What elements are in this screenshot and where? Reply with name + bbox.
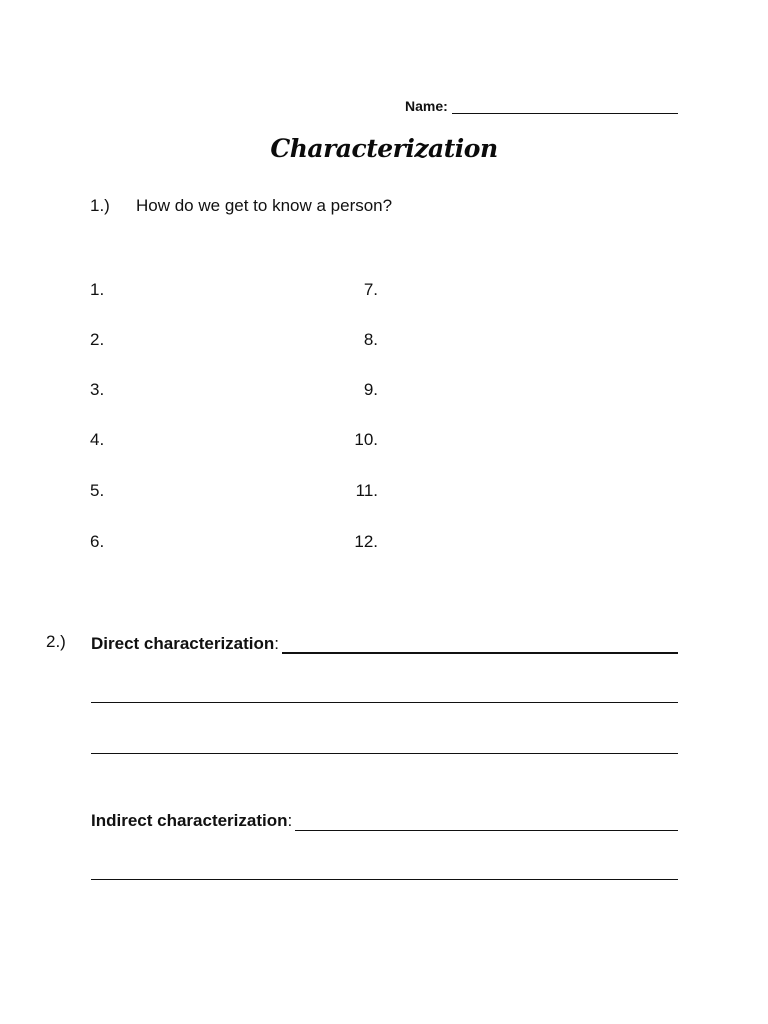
list-item-9: 9. [363,380,378,399]
list-item-8: 8. [363,330,378,349]
indirect-colon: : [287,811,293,830]
direct-colon: : [274,634,280,653]
question-2-number: 2.) [46,632,66,651]
list-item-2: 2. [90,330,105,349]
direct-answer-line[interactable] [282,633,678,654]
list-item-1: 1. [90,280,105,299]
list-item-7: 7. [363,280,378,299]
list-item-4: 4. [90,430,105,449]
indirect-answer-line-2[interactable] [91,879,678,880]
direct-characterization-row [91,632,678,654]
direct-answer-line-2[interactable] [91,702,678,703]
name-label: Name: [405,98,448,114]
list-item-11: 11. [355,481,378,500]
indirect-characterization-row [91,809,678,831]
direct-answer-line-3[interactable] [91,753,678,754]
name-blank-line[interactable] [452,96,678,114]
direct-characterization-label: Direct characterization [91,634,275,653]
list-item-10: 10. [354,430,378,449]
name-field-row [405,94,678,114]
list-item-3: 3. [90,380,105,399]
question-1-number: 1.) [90,196,110,215]
worksheet-title: Characterization [270,134,498,163]
indirect-characterization-label: Indirect characterization [91,811,288,830]
list-item-6: 6. [90,532,105,551]
indirect-answer-line[interactable] [295,811,678,831]
list-item-5: 5. [90,481,105,500]
list-item-12: 12. [354,532,378,551]
question-1-text: How do we get to know a person? [136,196,393,215]
